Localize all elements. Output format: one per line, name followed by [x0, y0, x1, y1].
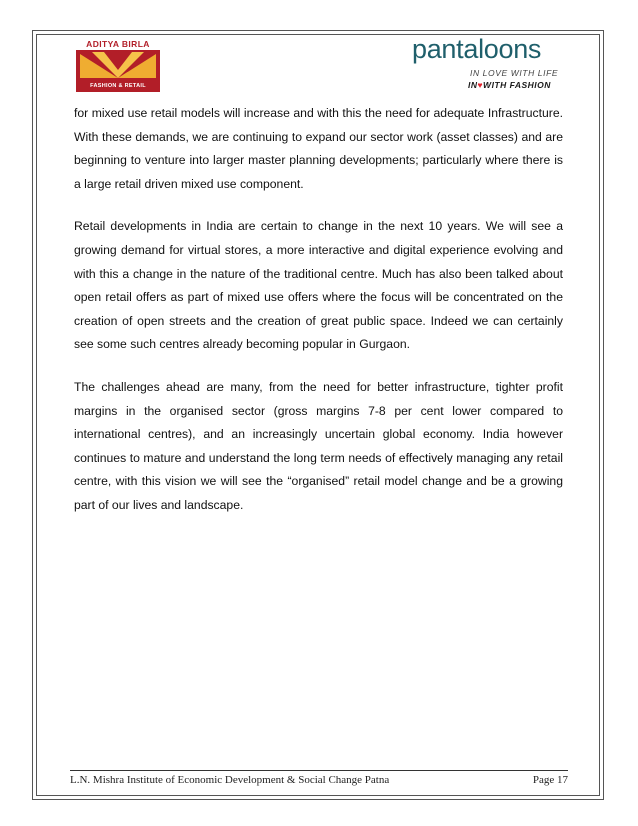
pantaloons-logo [412, 34, 570, 96]
paragraph-2: Retail developments in India are certain to change in the next 10 years. We will see a growing demand for virtual stores, a more interactive and digital experience evolving and with this a change in the nature of the traditional centre. Much has also been talked about open retail offers as part of mixed use offers where the focus will be concentrated on the creation of open streets and the creation of great public space. Indeed we can certainly see some such centres already becoming popular in Gurgaon. [74, 219, 563, 352]
pantaloons-tagline: IN LOVE WITH LIFE [470, 68, 559, 78]
heart-icon: ♥ [477, 80, 484, 90]
aditya-birla-subtitle: FASHION & RETAIL [90, 83, 146, 89]
page-number: Page 17 [532, 774, 568, 786]
tagline-fashion: WITH FASHION [483, 80, 551, 90]
aditya-birla-wordmark: ADITYA BIRLA [86, 39, 150, 49]
page-footer [70, 770, 568, 786]
paragraph-3: The challenges ahead are many, from the need for better infrastructure, tighter profit margins in the organised sector (gross margins 7-8 per cent lower compared to international centres), and an increasingly uncertain global economy. India however continues to mature and understand the long term needs of effectively managing any retail centre, with this vision we will see the “organised” retail model change and be a growing part of our lives and landscape. [74, 379, 563, 512]
pantaloons-wordmark: pantaloons [412, 34, 542, 64]
page-header [70, 34, 570, 96]
pantaloons-tagline-fashion [468, 80, 551, 90]
footer-institute: L.N. Mishra Institute of Economic Development & Social Change Patna [70, 774, 390, 786]
tagline-in: IN [468, 80, 478, 90]
page-body [74, 102, 563, 537]
paragraph-1: for mixed use retail models will increase and with this the need for adequate Infrastructure. With these demands, we are continuing to expand our sector work (asset classes) and are beginning to venture into larger master planning developments; particularly where there is a large retail driven mixed use component. [74, 106, 563, 191]
aditya-birla-logo [70, 38, 166, 92]
